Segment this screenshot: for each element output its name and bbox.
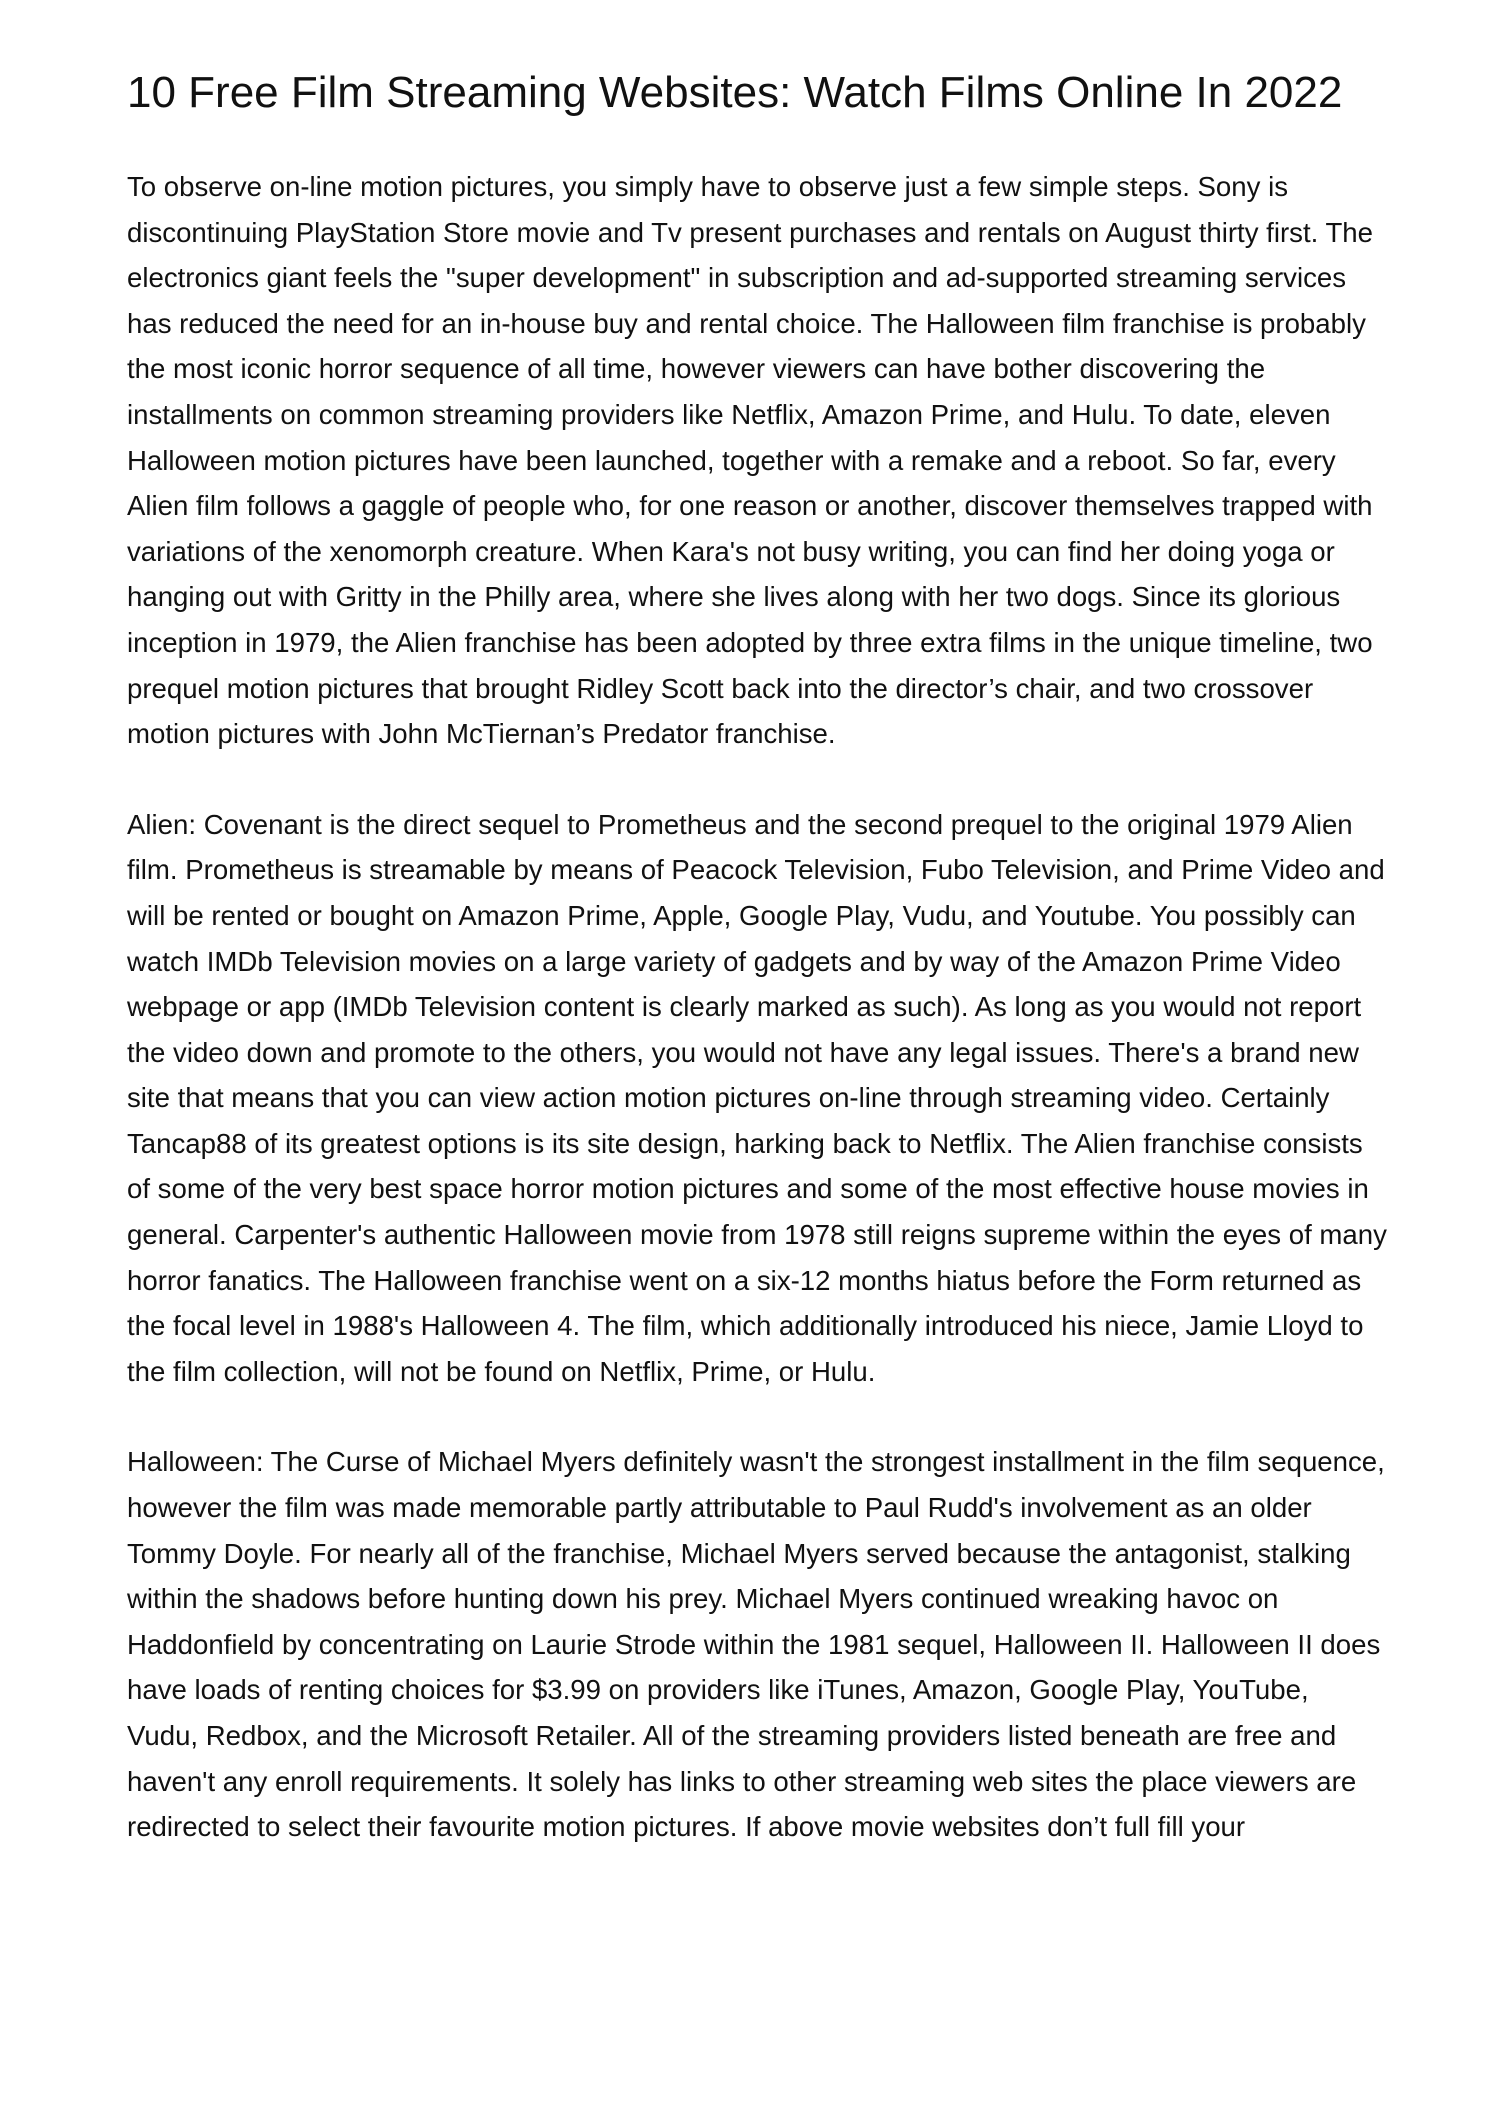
paragraph-3: Halloween: The Curse of Michael Myers definitely wasn't the strongest installment in the film sequence, however the film was made memorable partly attributable to Paul Rudd's involvement as an older Tommy Doyle. For nearly all of the franchise, Michael Myers served because the antagonist, stalking within the shadows before hunting down his prey. Michael Myers continued wreaking havoc on Haddonfield by concentrating on Laurie Strode within the 1981 sequel, Halloween II. Halloween II does have loads of renting choices for $3.99 on providers like iTunes, Amazon, Google Play, YouTube, Vudu, Redbox, and the Microsoft Retailer. All of the streaming providers listed beneath are free and haven't any enroll requirements. It solely has links to other streaming web sites the place viewers are redirected to select their favourite motion pictures. If above movie websites don’t full fill your (127, 1446, 1385, 1843)
paragraph-1: To observe on-line motion pictures, you simply have to observe just a few simple steps. Sony is discontinuing PlayStation Store movie and Tv present purchases and rentals on August thirty first. The electronics giant feels the "super development" in subscription and ad-supported streaming services has reduced the need for an in-house buy and rental choice. The Halloween film franchise is probably the most iconic horror sequence of all time, however viewers can have bother discovering the installments on common streaming providers like Netflix, Amazon Prime, and Hulu. To date, eleven Halloween motion pictures have been launched, together with a remake and a reboot. So far, every Alien film follows a gaggle of people who, for one reason or another, discover themselves trapped with variations of the xenomorph creature. When Kara's not busy writing, you can find her doing yoga or hanging out with Gritty in the Philly area, where she lives along with her two dogs. Since its glorious inception in 1979, the Alien franchise has been adopted by three extra films in the unique timeline, two prequel motion pictures that brought Ridley Scott back into the director’s chair, and two crossover motion pictures with John McTiernan’s Predator franchise. (127, 171, 1373, 750)
document-page (127, 70, 1387, 1850)
page-title: 10 Free Film Streaming Websites: Watch Films Online In 2022 (127, 68, 1343, 117)
paragraph-2: Alien: Covenant is the direct sequel to Prometheus and the second prequel to the original 1979 Alien film. Prometheus is streamable by means of Peacock Television, Fubo Television, and Prime Video and will be rented or bought on Amazon Prime, Apple, Google Play, Vudu, and Youtube. You possibly can watch IMDb Television movies on a large variety of gadgets and by way of the Amazon Prime Video webpage or app (IMDb Television content is clearly marked as such). As long as you would not report the video down and promote to the others, you would not have any legal issues. There's a brand new site that means that you can view action motion pictures on-line through streaming video. Certainly Tancap88 of its greatest options is its site design, harking back to Netflix. The Alien franchise consists of some of the very best space horror motion pictures and some of the most effective house movies in general. Carpenter's authentic Halloween movie from 1978 still reigns supreme within the eyes of many horror fanatics. The Halloween franchise went on a six-12 months hiatus before the Form returned as the focal level in 1988's Halloween 4. The film, which additionally introduced his niece, Jamie Lloyd to the film collection, will not be found on Netflix, Prime, or Hulu. (127, 808, 1387, 1387)
